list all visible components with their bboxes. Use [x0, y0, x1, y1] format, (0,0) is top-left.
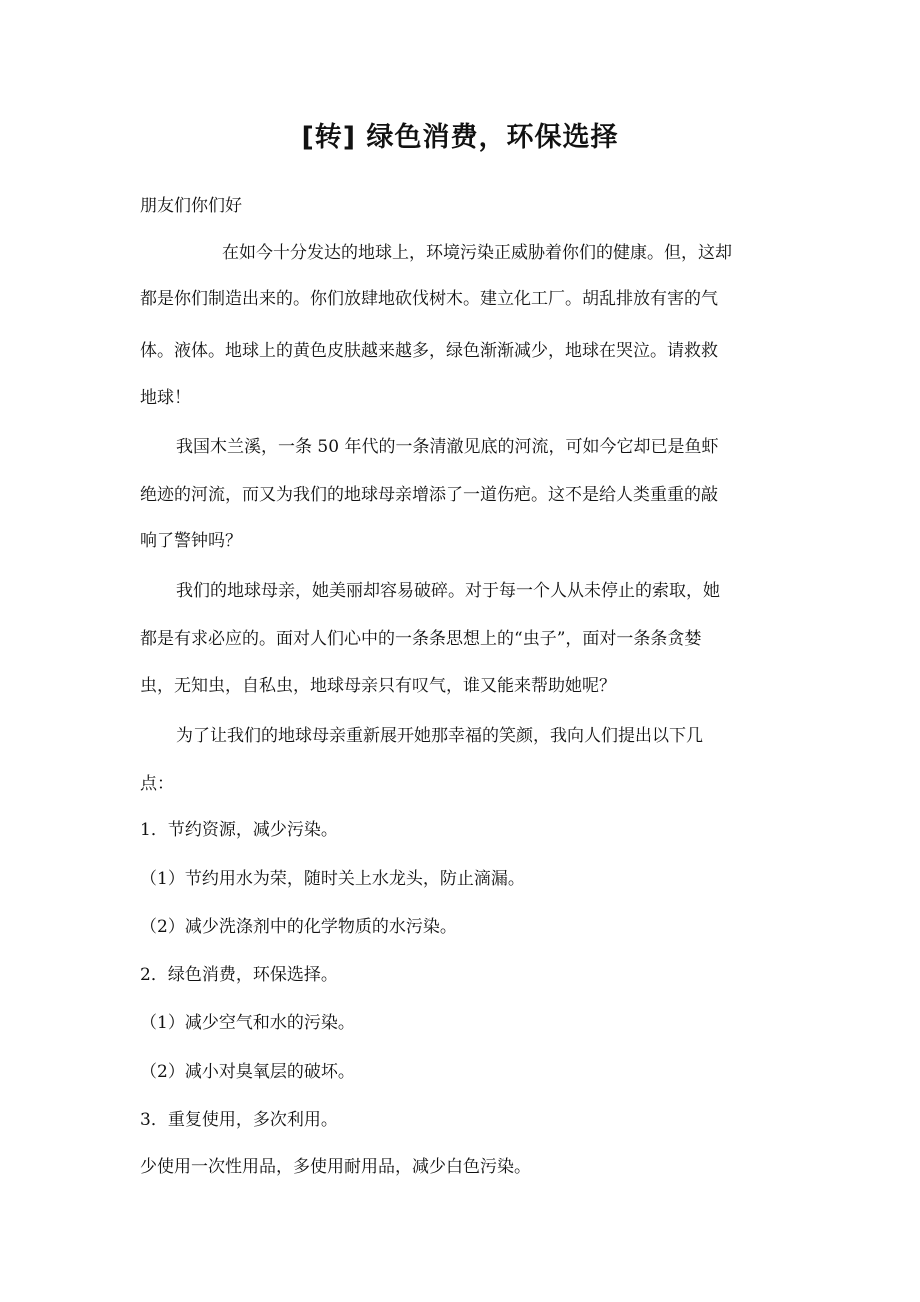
list-item-3-detail: 少使用一次性用品，多使用耐用品，减少白色污染。 [140, 1157, 531, 1177]
list-subitem-1-1: （1）节约用水为荣，随时关上水龙头，防止滴漏。 [140, 869, 525, 889]
list-subitem-1-2: （2）减少洗涤剂中的化学物质的水污染。 [140, 917, 457, 937]
paragraph-1-line-4: 地球！ [140, 388, 191, 408]
paragraph-2-line-1: 我国木兰溪，一条 50 年代的一条清澈见底的河流，可如今它却已是鱼虾 [176, 437, 719, 457]
document-title: [转] 绿色消费，环保选择 [301, 122, 619, 153]
list-item-1: 1．节约资源，减少污染。 [140, 820, 338, 840]
list-subitem-2-2: （2）减小对臭氧层的破坏。 [140, 1062, 355, 1082]
paragraph-3-line-1: 我们的地球母亲，她美丽却容易破碎。对于每一个人从未停止的索取，她 [176, 581, 720, 601]
list-item-2: 2．绿色消费，环保选择。 [140, 965, 338, 985]
paragraph-1-line-1: 在如今十分发达的地球上，环境污染正威胁着你们的健康。但，这却 [222, 243, 732, 263]
paragraph-1-line-2: 都是你们制造出来的。你们放肆地砍伐树木。建立化工厂。胡乱排放有害的气 [140, 289, 718, 309]
paragraph-4-line-2: 点： [140, 774, 174, 794]
paragraph-3-line-2: 都是有求必应的。面对人们心中的一条条思想上的“虫子”，面对一条条贪婪 [140, 629, 702, 649]
paragraph-4-line-1: 为了让我们的地球母亲重新展开她那幸福的笑颜，我向人们提出以下几 [176, 726, 703, 746]
paragraph-2-line-3: 响了警钟吗？ [140, 531, 242, 551]
list-subitem-2-1: （1）减少空气和水的污染。 [140, 1013, 355, 1033]
paragraph-3-line-3: 虫，无知虫，自私虫，地球母亲只有叹气，谁又能来帮助她呢？ [140, 676, 616, 696]
paragraph-2-line-2: 绝迹的河流，而又为我们的地球母亲增添了一道伤疤。这不是给人类重重的敲 [140, 485, 718, 505]
list-item-3: 3．重复使用，多次利用。 [140, 1110, 338, 1130]
watermark: zixin [560, 605, 749, 684]
greeting-line: 朋友们你们好 [140, 196, 242, 216]
paragraph-1-line-3: 体。液体。地球上的黄色皮肤越来越多，绿色渐渐减少，地球在哭泣。请救救 [140, 341, 718, 361]
